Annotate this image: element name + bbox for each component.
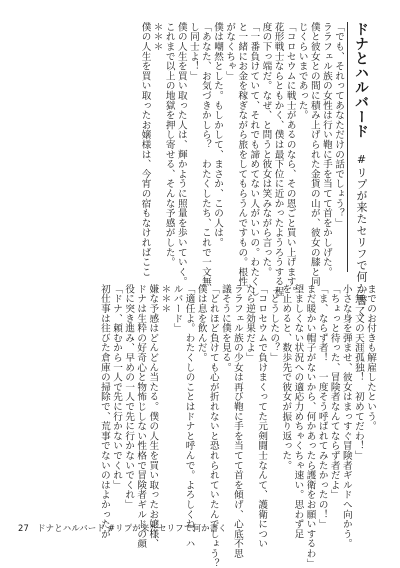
text-line: 僕と彼女との間に積み上げられた金貨の山が、彼女の膝と同 <box>308 22 320 287</box>
text-line: たら逆効果だよ」 <box>244 284 256 363</box>
text-line: し同士よ！」 <box>187 22 199 81</box>
text-line: 嫌な予感はどんどん当たる。僕の人生を買い取ったお嬢様、 <box>147 284 159 549</box>
text-line: 僕は嘲然とした。もしかして、まさか、この人は。 <box>212 22 224 248</box>
text-line: じくらいまであった。 <box>296 22 308 120</box>
text-line: を止めると、数歩先で彼女が振り返った。 <box>280 284 292 471</box>
top-text-block <box>138 22 344 297</box>
text-line: 議そうに僕を見る。 <box>219 284 231 373</box>
text-line: ララフェル族の女性は行い鞄に手を当てて首をかしげた。 <box>320 22 332 277</box>
text-line: までのお付きも解雇したという。 <box>365 284 376 431</box>
text-line: 「適任よ。わたくしのことはドナと呼んで。よろしくね、ハ <box>183 284 195 549</box>
text-line: 「一番負けていて、それでも諦めてない人がいいの。わたくし <box>248 22 260 297</box>
title-divider <box>347 22 348 272</box>
scene-break: ＊＊＊ <box>159 284 171 314</box>
text-line: 僕は息を飲んだ。 <box>195 284 207 363</box>
text-line: これまで以上の地獄を押し寄せる、そんな予感がした。 <box>163 22 175 267</box>
text-line: 望ましくない状況への適応力めちゃくちゃ速い。思わず足 <box>292 284 304 539</box>
text-line: 「ま、ならず者！ 一度そう呼ばれてみたかったの！」 <box>316 284 328 529</box>
scene-break: ＊＊＊ <box>151 22 163 52</box>
text-line: 「コロセウムで負けまくってた元剣闘士なんて、護衛につい <box>256 284 268 549</box>
chapter-title <box>353 22 369 318</box>
page-number: 27 <box>18 523 30 533</box>
text-line: がなくちゃ」 <box>224 22 236 81</box>
text-line: 「ちょっと待った、冒険者なんてならず者だよ」 <box>328 284 340 500</box>
text-line: ララフェル族の少女は再び鞄に手を当てて首を傾げ、心底不思 <box>231 284 243 559</box>
chapter-title-sub: #リプが来たセリフで何か書く <box>355 153 368 318</box>
text-line: まだ暖かい帽子がないから、何かあったら護衛をお願いするわ」 <box>304 284 316 568</box>
text-line: と一緒にお金を稼ぎながら旅をしてもらうんですもの。根性 <box>236 22 248 287</box>
chapter-title-main: ドナとハルバード <box>353 22 369 139</box>
text-line: 「無一文の天涯孤独！ 初めてだわ！」 <box>352 284 364 461</box>
text-line: 初仕事は往びた倉庫の掃除で、荒事でないのはよかったが <box>98 284 110 539</box>
text-line: 「どうしたの？」 <box>268 284 280 363</box>
text-line: 僕の人生を買い取ったお嬢様は、今宵の宿もなければここ <box>139 22 151 277</box>
text-line: 僕の人生を買い取った人は、輝かように照量を歩いていく。 <box>175 22 187 287</box>
text-line: ドナは生粋の好奇心と物怖じしない性格で冒険者ギルドの顔 <box>135 284 147 549</box>
running-title: ドナとハルバード #リプが来たセリフで何か書く <box>37 523 227 533</box>
page-footer <box>18 522 227 534</box>
text-line: 度の下っ端だ。なぜ、と問うと彼女は笑みながら言った。 <box>260 22 272 277</box>
text-line: 「でも、それってあなただけの話でしょう？」 <box>333 22 344 228</box>
text-line: 「どれほど負けても心が折れないと恐れられていたんでしょう？ <box>207 284 219 568</box>
text-line: 役に突き進み、早めの一人で先に行かないでくれ」 <box>123 284 135 510</box>
text-line: 「あなた、お気づきかしら？ わたくしたち、これで一文無 <box>199 22 211 287</box>
text-line: ルバード」 <box>171 284 183 333</box>
text-line: 花形戦士ならともかく、僕は最下位に近かったようろうする程 <box>272 22 284 297</box>
text-line: 「ドナ、頼むから一人で先に行かないでくれ」 <box>111 284 123 490</box>
text-line: 「コロセウムに戦士があるのなら、その恩ごと買い上げます。 <box>284 22 296 297</box>
text-line: 小さな身を弾ませ、彼女はまっすぐ冒険者ギルドへ向かう。 <box>340 284 352 549</box>
